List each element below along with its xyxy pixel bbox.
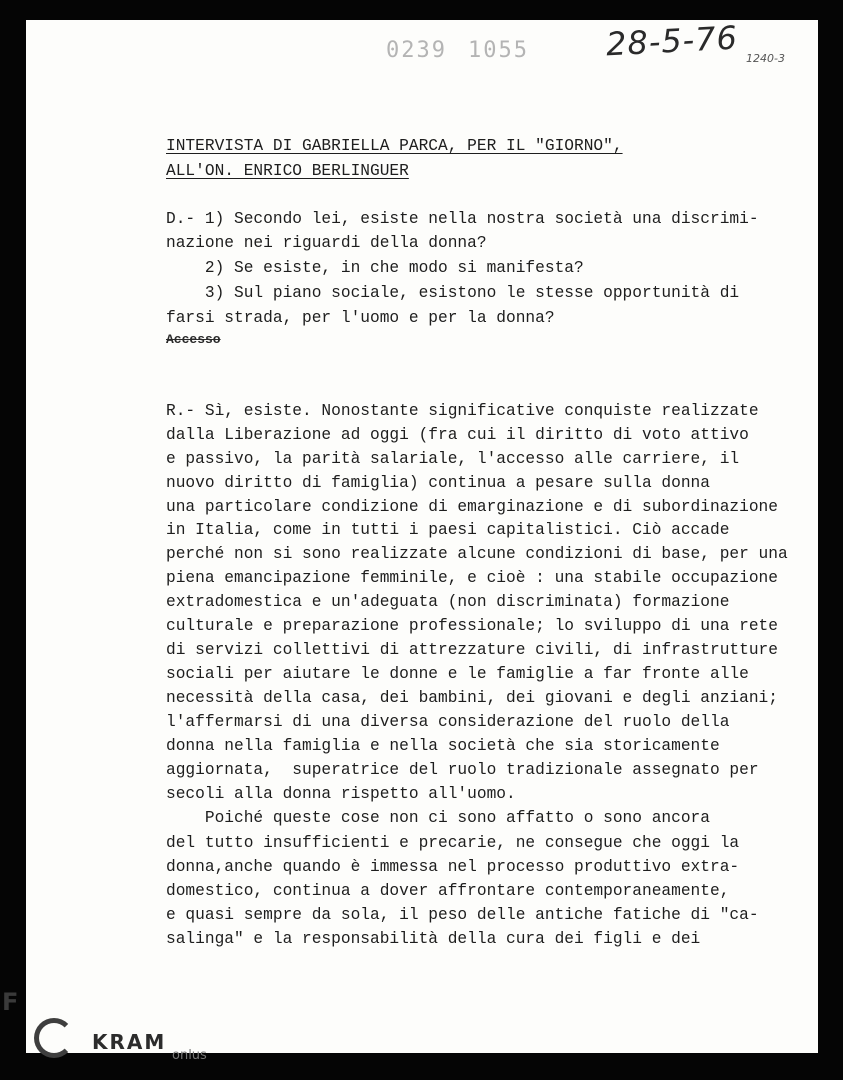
archive-number-2: 1055 [468,38,529,63]
answer-line: l'affermarsi di una diversa considerazione del ruolo della [166,713,730,731]
watermark-logo-icon [34,1018,74,1058]
answer-line: e passivo, la parità salariale, l'accesso alle carriere, il [166,450,740,468]
answer-line: piena emancipazione femminile, e cioè : una stabile occupazione [166,569,778,587]
answer-line: sociali per aiutare le donne e le famiglie a far fronte alle [166,665,749,683]
answer-line: aggiornata, superatrice del ruolo tradizionale assegnato per [166,761,759,779]
question-line: 3) Sul piano sociale, esistono le stesse opportunità di [166,284,740,302]
answer-line: dalla Liberazione ad oggi (fra cui il diritto di voto attivo [166,426,749,444]
question-line: farsi strada, per l'uomo e per la donna? [166,309,555,327]
answer-line: donna nella famiglia e nella società che sia storicamente [166,737,720,755]
answer-line: nuovo diritto di famiglia) continua a pesare sulla donna [166,474,710,492]
answer-line: una particolare condizione di emarginazione e di subordinazione [166,498,778,516]
answer-line: in Italia, come in tutti i paesi capitalistici. Ciò accade [166,521,730,539]
handwritten-date: 28-5-76 [605,18,739,64]
watermark-name: KRAM [92,1030,167,1054]
handwritten-ref: 1240-3 [746,52,785,65]
answer-line: del tutto insufficienti e precarie, ne consegue che oggi la [166,834,740,852]
answer-line: e quasi sempre da sola, il peso delle antiche fatiche di "ca- [166,906,759,924]
answer-line: donna,anche quando è immessa nel processo produttivo extra- [166,858,740,876]
answer-line: necessità della casa, dei bambini, dei giovani e degli anziani; [166,689,778,707]
answer-line: perché non si sono realizzate alcune condizioni di base, per una [166,545,788,563]
question-line: 2) Se esiste, in che modo si manifesta? [166,259,584,277]
archive-number-1: 0239 [386,38,447,63]
question-line: D.- 1) Secondo lei, esiste nella nostra società una discrimi- [166,210,759,228]
answer-line: domestico, continua a dover affrontare contemporaneamente, [166,882,730,900]
title-line-2: ALL'ON. ENRICO BERLINGUER [166,162,409,180]
title-line-1: INTERVISTA DI GABRIELLA PARCA, PER IL "GIORNO", [166,137,623,155]
answer-line: R.- Sì, esiste. Nonostante significative conquiste realizzate [166,402,759,420]
answer-line: extradomestica e un'adeguata (non discriminata) formazione [166,593,730,611]
answer-line: di servizi collettivi di attrezzature civili, di infrastrutture [166,641,778,659]
question-line: nazione nei riguardi della donna? [166,234,487,252]
answer-line: culturale e preparazione professionale; lo sviluppo di una rete [166,617,778,635]
answer-line: Poiché queste cose non ci sono affatto o sono ancora [166,809,710,827]
answer-line: salinga" e la responsabilità della cura dei figli e dei [166,930,701,948]
answer-line: secoli alla donna rispetto all'uomo. [166,785,516,803]
watermark-letter: F [2,988,19,1016]
watermark-onlus: onlus [172,1048,207,1063]
struck-word: Accesso [166,332,221,347]
document-page [26,20,818,1053]
